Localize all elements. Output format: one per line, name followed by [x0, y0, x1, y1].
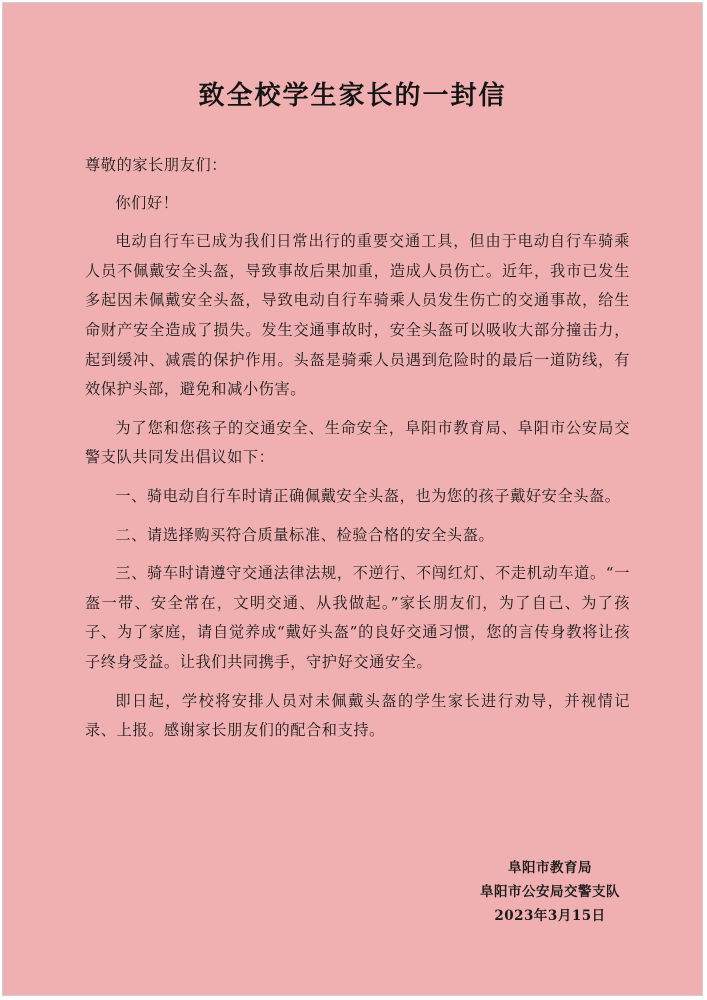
signature-block: [480, 856, 620, 928]
signature-org-traffic-police: 阜阳市公安局交警支队: [480, 884, 620, 900]
signature-org-education-bureau: 阜阳市教育局: [508, 860, 592, 876]
paragraph-closing: 即日起，学校将安排人员对未佩戴头盔的学生家长进行劝导，并视情记录、上报。感谢家长朋友们的配合和支持。: [85, 691, 630, 740]
signature-date: 2023年3月15日: [494, 908, 606, 924]
salutation: 尊敬的家长朋友们：: [85, 156, 228, 174]
letter-page: [2, 2, 703, 996]
paragraph-intro: 电动自行车已成为我们日常出行的重要交通工具，但由于电动自行车骑乘人员不佩戴安全头盔，导致事故后果加重，造成人员伤亡。近年，我市已发生多起因未佩戴安全头盔，导致电动自行车骑乘人员发生伤亡的交通事故，给生命财产安全造成了损失。发生交通事故时，安全头盔可以吸收大部分撞击力，起到缓冲、减震的保护作用。头盔是骑乘人员遇到危险时的最后一道防线，有效保护头部，避免和减小伤害。: [85, 232, 630, 399]
paragraph-initiative: 为了您和您孩子的交通安全、生命安全，阜阳市教育局、阜阳市公安局交警支队共同发出倡议如下：: [85, 418, 630, 467]
letter-title: 致全校学生家长的一封信: [198, 81, 507, 111]
proposal-item-2: 二、请选择购买符合质量标准、检验合格的安全头盔。: [115, 525, 495, 544]
greeting: 你们好！: [115, 193, 179, 212]
proposal-item-1: 一、骑电动自行车时请正确佩戴安全头盔，也为您的孩子戴好安全头盔。: [115, 486, 621, 505]
letter-body: [85, 151, 630, 755]
proposal-item-3: 三、骑车时请遵守交通法律法规，不逆行、不闯红灯、不走机动车道。“一盔一带、安全常在，文明交通、从我做起。”家长朋友们，为了自己、为了孩子、为了家庭，请自觉养成“戴好头盔”的良好交通习惯，您的言传身教将让孩子终身受益。让我们共同携手，守护好交通安全。: [85, 564, 630, 671]
